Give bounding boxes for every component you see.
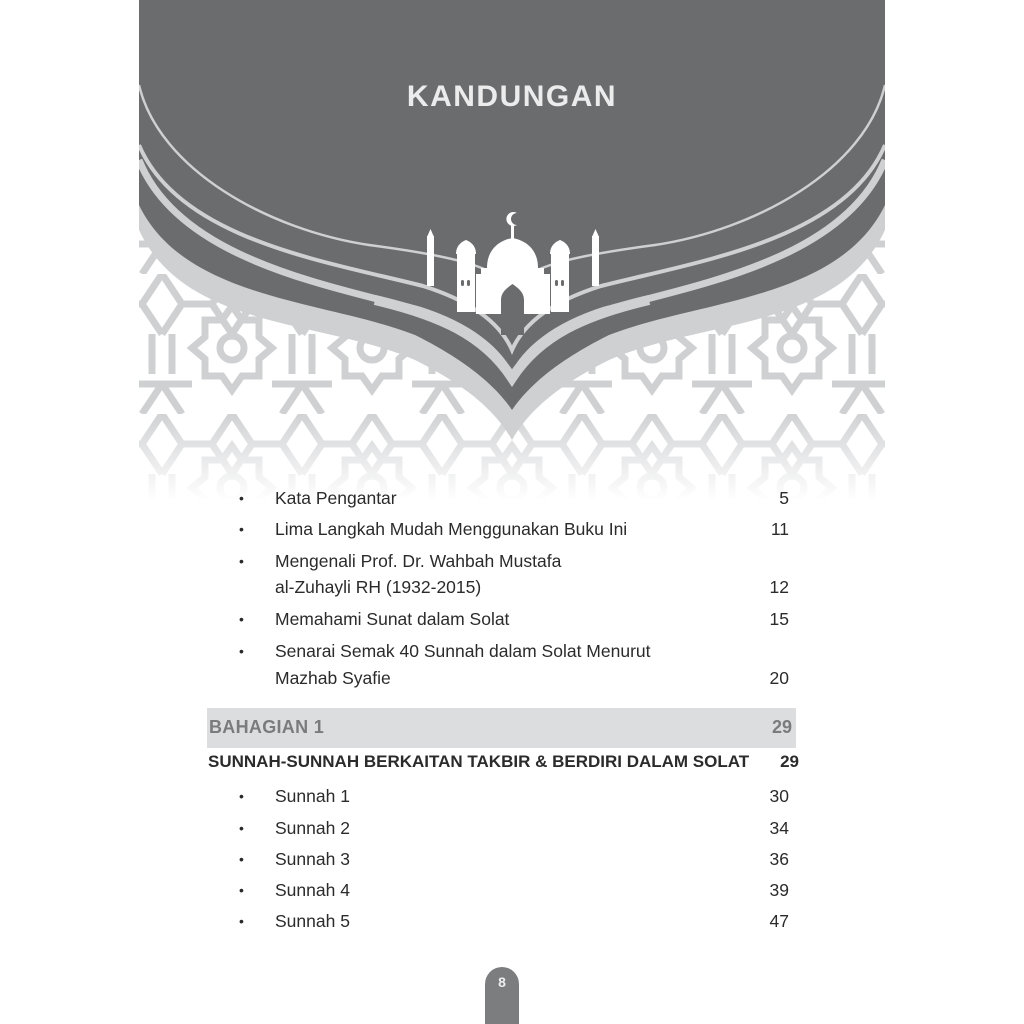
section-page: 29 <box>771 717 792 737</box>
bullet: • <box>239 611 244 627</box>
page-title: KANDUNGAN <box>406 80 618 113</box>
toc-item-label: Sunnah 4 <box>275 880 350 900</box>
page-number-tab <box>485 967 519 1024</box>
toc-item[interactable] <box>207 638 789 694</box>
page-number: 8 <box>498 974 506 990</box>
toc-item-label: Sunnah 2 <box>275 818 350 838</box>
toc-item-page: 34 <box>769 818 789 838</box>
toc-item-page: 5 <box>779 488 789 508</box>
toc-item-label: Sunnah 5 <box>275 911 350 931</box>
bullet: • <box>239 643 244 659</box>
bullet: • <box>239 788 244 804</box>
toc-item-page: 39 <box>769 880 789 900</box>
subsection-label: SUNNAH-SUNNAH BERKAITAN TAKBIR & BERDIRI DALAM SOLAT <box>208 752 750 771</box>
book-page <box>139 0 885 1024</box>
toc-item-label-line2: Mazhab Syafie <box>275 668 391 688</box>
bullet: • <box>239 490 244 506</box>
toc-item-label-line1: Mengenali Prof. Dr. Wahbah Mustafa <box>275 551 562 571</box>
header-ornament <box>139 0 885 500</box>
toc-item-page: 11 <box>770 519 789 539</box>
toc-item-label: Kata Pengantar <box>275 488 397 508</box>
section-label: BAHAGIAN 1 <box>209 717 325 737</box>
toc-item[interactable] <box>207 548 789 604</box>
bullet: • <box>239 882 244 898</box>
toc-item-page: 47 <box>769 911 789 931</box>
bullet: • <box>239 553 244 569</box>
toc-item-label: Sunnah 1 <box>275 786 350 806</box>
toc-item-label: Memahami Sunat dalam Solat <box>275 609 510 629</box>
bullet: • <box>239 851 244 867</box>
bullet: • <box>239 521 244 537</box>
toc-item-page: 15 <box>769 609 789 629</box>
section-heading[interactable] <box>207 708 796 748</box>
subsection-page: 29 <box>780 752 799 771</box>
toc-item-page: 36 <box>769 849 789 869</box>
toc-item-page: 12 <box>769 577 789 597</box>
toc-item-label-line2: al-Zuhayli RH (1932-2015) <box>275 577 482 597</box>
toc-item-label-line1: Senarai Semak 40 Sunnah dalam Solat Menurut <box>275 641 651 661</box>
bullet: • <box>239 913 244 929</box>
toc-item-label: Sunnah 3 <box>275 849 350 869</box>
toc-item-label: Lima Langkah Mudah Menggunakan Buku Ini <box>275 519 628 539</box>
toc-item-page: 30 <box>769 786 789 806</box>
bullet: • <box>239 820 244 836</box>
toc-item-page: 20 <box>769 668 789 688</box>
